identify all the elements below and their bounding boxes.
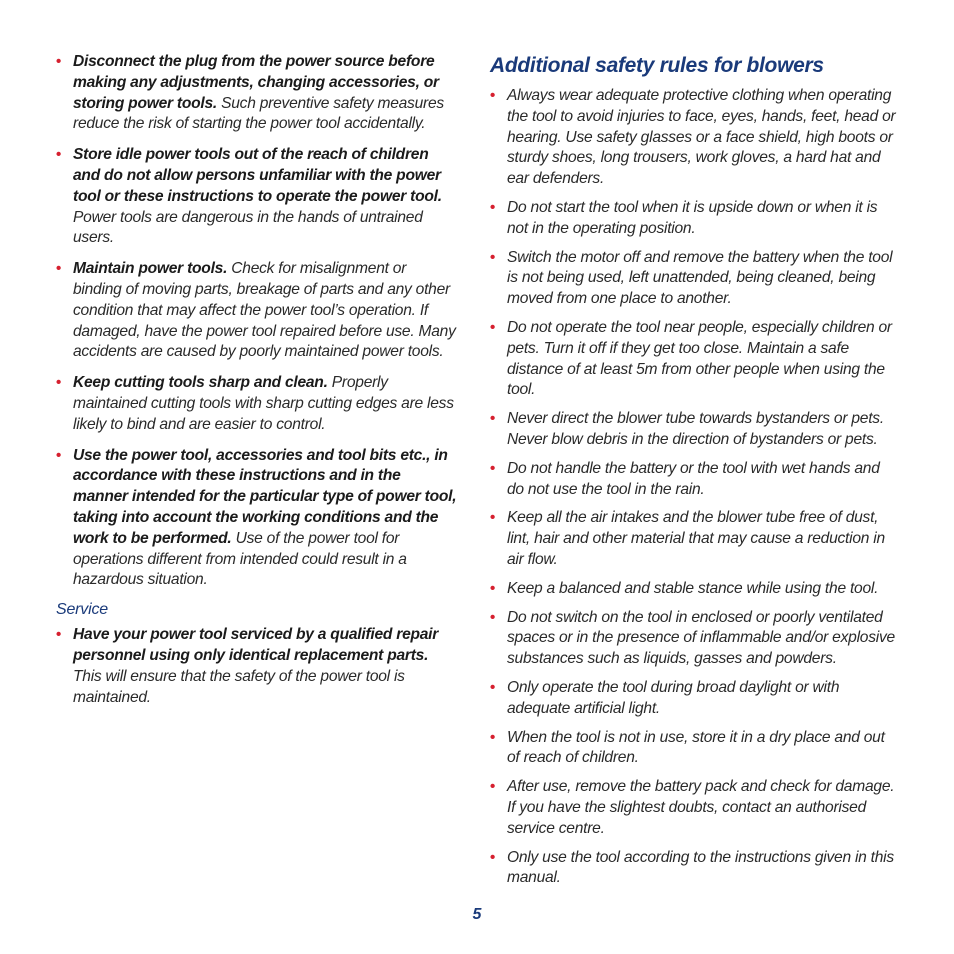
list-item bbox=[56, 52, 458, 135]
item-bold-text: Use the power tool, accessories and tool bits etc., in accordance with these instructions and in the manner intended for the particular type of power tool, taking into account the working conditions and the work to be performed. bbox=[73, 446, 457, 547]
item-bold-text: Maintain power tools. bbox=[73, 260, 228, 278]
bullet-icon: • bbox=[56, 53, 62, 70]
item-text: Never direct the blower tube towards bystanders or pets. Never blow debris in the direction of bystanders or pets. bbox=[507, 410, 884, 448]
item-text: Do not start the tool when it is upside down or when it is not in the operating position. bbox=[507, 198, 878, 237]
bullet-icon: • bbox=[490, 509, 496, 527]
bullet-icon: • bbox=[56, 260, 62, 278]
bullet-icon: • bbox=[490, 848, 496, 866]
item-text: Keep a balanced and stable stance while using the tool. bbox=[507, 579, 879, 597]
list-item bbox=[56, 446, 458, 592]
bullet-icon: • bbox=[490, 318, 496, 336]
list-item bbox=[490, 579, 900, 600]
service-heading: Service bbox=[56, 601, 108, 619]
item-text: Do not switch on the tool in enclosed or poorly ventilated spaces or in the presence of inflammable and/or explosive substances such as liquids, gasses and powders. bbox=[507, 608, 895, 668]
list-item bbox=[490, 508, 900, 570]
item-text: This will ensure that the safety of the power tool is maintained. bbox=[73, 667, 405, 706]
bullet-icon: • bbox=[56, 146, 62, 164]
general-safety-list bbox=[56, 52, 458, 591]
bullet-icon: • bbox=[490, 579, 496, 597]
list-item bbox=[490, 459, 900, 501]
right-column bbox=[490, 52, 900, 897]
list-item bbox=[490, 777, 900, 839]
bullet-icon: • bbox=[56, 374, 62, 392]
list-item bbox=[490, 678, 900, 720]
item-text: Only operate the tool during broad daylight or with adequate artificial light. bbox=[507, 678, 840, 717]
service-list bbox=[56, 625, 458, 708]
list-item bbox=[56, 625, 458, 708]
bullet-icon: • bbox=[490, 678, 496, 696]
item-text: Properly maintained cutting tools with sharp cutting edges are less likely to bind and are easier to control. bbox=[73, 374, 454, 433]
list-item bbox=[490, 198, 900, 240]
list-item bbox=[490, 248, 900, 310]
bullet-icon: • bbox=[56, 626, 62, 644]
list-item bbox=[56, 145, 458, 249]
item-bold-text: Disconnect the plug from the power source before making any adjustments, changing accessories, or storing power tools. bbox=[73, 53, 439, 112]
item-bold-text: Have your power tool serviced by a qualified repair personnel using only identical replacement parts. bbox=[73, 626, 439, 664]
item-text: Always wear adequate protective clothing when operating the tool to avoid injuries to face, eyes, hands, feet, head or hearing. Use safety glasses or a face shield, high boots or sturdy shoes, long trousers, work gloves, a hard hat and ear defenders. bbox=[507, 87, 896, 188]
blower-rules-heading: Additional safety rules for blowers bbox=[490, 54, 824, 77]
left-column bbox=[56, 52, 458, 718]
item-text: After use, remove the battery pack and check for damage. If you have the slightest doubts, contact an authorised service centre. bbox=[507, 778, 895, 837]
blower-rules-list bbox=[490, 86, 900, 889]
bullet-icon: • bbox=[490, 459, 496, 477]
bullet-icon: • bbox=[490, 198, 496, 216]
item-bold-text: Store idle power tools out of the reach of children and do not allow persons unfamiliar with the power tool or these instructions to operate the power tool. bbox=[73, 146, 442, 205]
bullet-icon: • bbox=[490, 87, 496, 104]
bullet-icon: • bbox=[490, 728, 496, 746]
bullet-icon: • bbox=[490, 248, 496, 266]
list-item bbox=[490, 848, 900, 890]
list-item bbox=[490, 728, 900, 770]
item-text: Power tools are dangerous in the hands of untrained users. bbox=[73, 208, 423, 247]
list-item bbox=[56, 373, 458, 435]
item-text: When the tool is not in use, store it in a dry place and out of reach of children. bbox=[507, 728, 885, 767]
item-text: Check for misalignment or binding of moving parts, breakage of parts and any other condition that may affect the power tool’s operation. If damaged, have the power tool repaired before use. Many accidents are caused by poorly maintained power tools. bbox=[73, 260, 456, 361]
list-item bbox=[490, 409, 900, 451]
item-text: Keep all the air intakes and the blower tube free of dust, lint, hair and other material that may cause a reduction in air flow. bbox=[507, 509, 885, 568]
list-item bbox=[490, 86, 900, 190]
item-text: Use of the power tool for operations different from intended could result in a hazardous situation. bbox=[73, 529, 407, 589]
item-text: Such preventive safety measures reduce the risk of starting the power tool accidentally. bbox=[73, 94, 444, 133]
bullet-icon: • bbox=[56, 446, 62, 464]
item-text: Only use the tool according to the instructions given in this manual. bbox=[507, 848, 894, 887]
bullet-icon: • bbox=[490, 778, 496, 796]
list-item bbox=[490, 318, 900, 401]
bullet-icon: • bbox=[490, 410, 496, 428]
item-bold-text: Keep cutting tools sharp and clean. bbox=[73, 374, 328, 392]
list-item bbox=[490, 608, 900, 670]
item-text: Do not handle the battery or the tool with wet hands and do not use the tool in the rain. bbox=[507, 459, 880, 498]
page-number: 5 bbox=[472, 906, 482, 923]
list-item bbox=[56, 259, 458, 363]
item-text: Switch the motor off and remove the battery when the tool is not being used, left unattended, being cleaned, being moved from one place to another. bbox=[507, 248, 893, 308]
item-text: Do not operate the tool near people, especially children or pets. Turn it off if they get too close. Maintain a safe distance of at least 5m from other people when using the tool. bbox=[507, 318, 892, 399]
bullet-icon: • bbox=[490, 608, 496, 626]
